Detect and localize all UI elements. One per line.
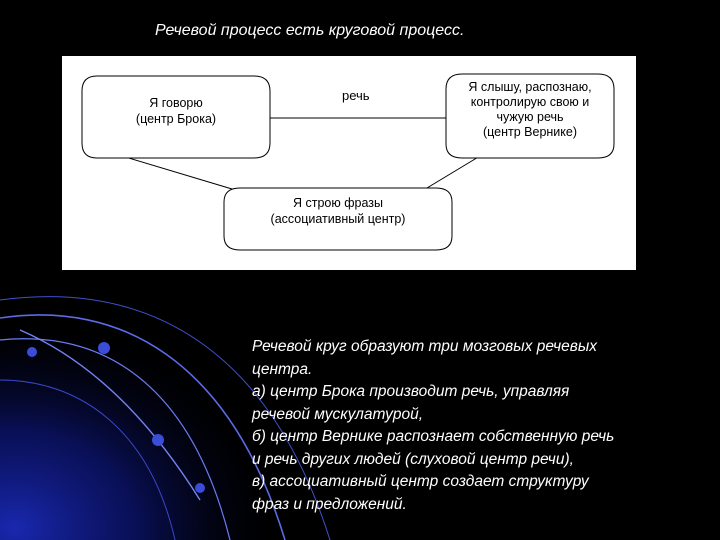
swirl-dot <box>152 434 164 446</box>
wernicke-line-2: контролирую свою и <box>470 95 590 109</box>
wernicke-line-3: чужую речь <box>496 110 564 124</box>
slide-title: Речевой процесс есть круговой процесс. <box>155 22 465 39</box>
description-line: фраз и предложений. <box>252 495 407 513</box>
wernicke-node-label <box>446 80 614 140</box>
description-line: а) центр Брока производит речь, управляя <box>252 383 570 400</box>
description-text <box>252 336 692 516</box>
swirl-dot <box>27 347 37 357</box>
description-line: речевой мускулатурой, <box>252 405 424 423</box>
swirl-dot <box>98 342 110 354</box>
description-line: б) центр Вернике распознает собственную речь <box>252 428 615 445</box>
associative-node-label <box>224 195 452 227</box>
broca-line-2: (центр Брока) <box>135 112 217 126</box>
associative-line-1: Я строю фразы <box>293 196 383 210</box>
broca-line-1: Я говорю <box>149 96 203 110</box>
description-line: центра. <box>252 360 313 378</box>
description-line: и речь других людей (слуховой центр речи), <box>252 450 574 468</box>
wernicke-line-4: (центр Вернике) <box>482 125 578 139</box>
edge-label-speech: речь <box>342 88 370 103</box>
swirl-dot <box>195 483 205 493</box>
description-line: в) ассоциативный центр создает структуру <box>252 473 589 490</box>
wernicke-line-1: Я слышу, распознаю, <box>468 80 592 94</box>
broca-node-label <box>82 95 270 127</box>
associative-line-2: (ассоциативный центр) <box>270 212 406 226</box>
description-line: Речевой круг образуют три мозговых речевых <box>252 338 597 355</box>
